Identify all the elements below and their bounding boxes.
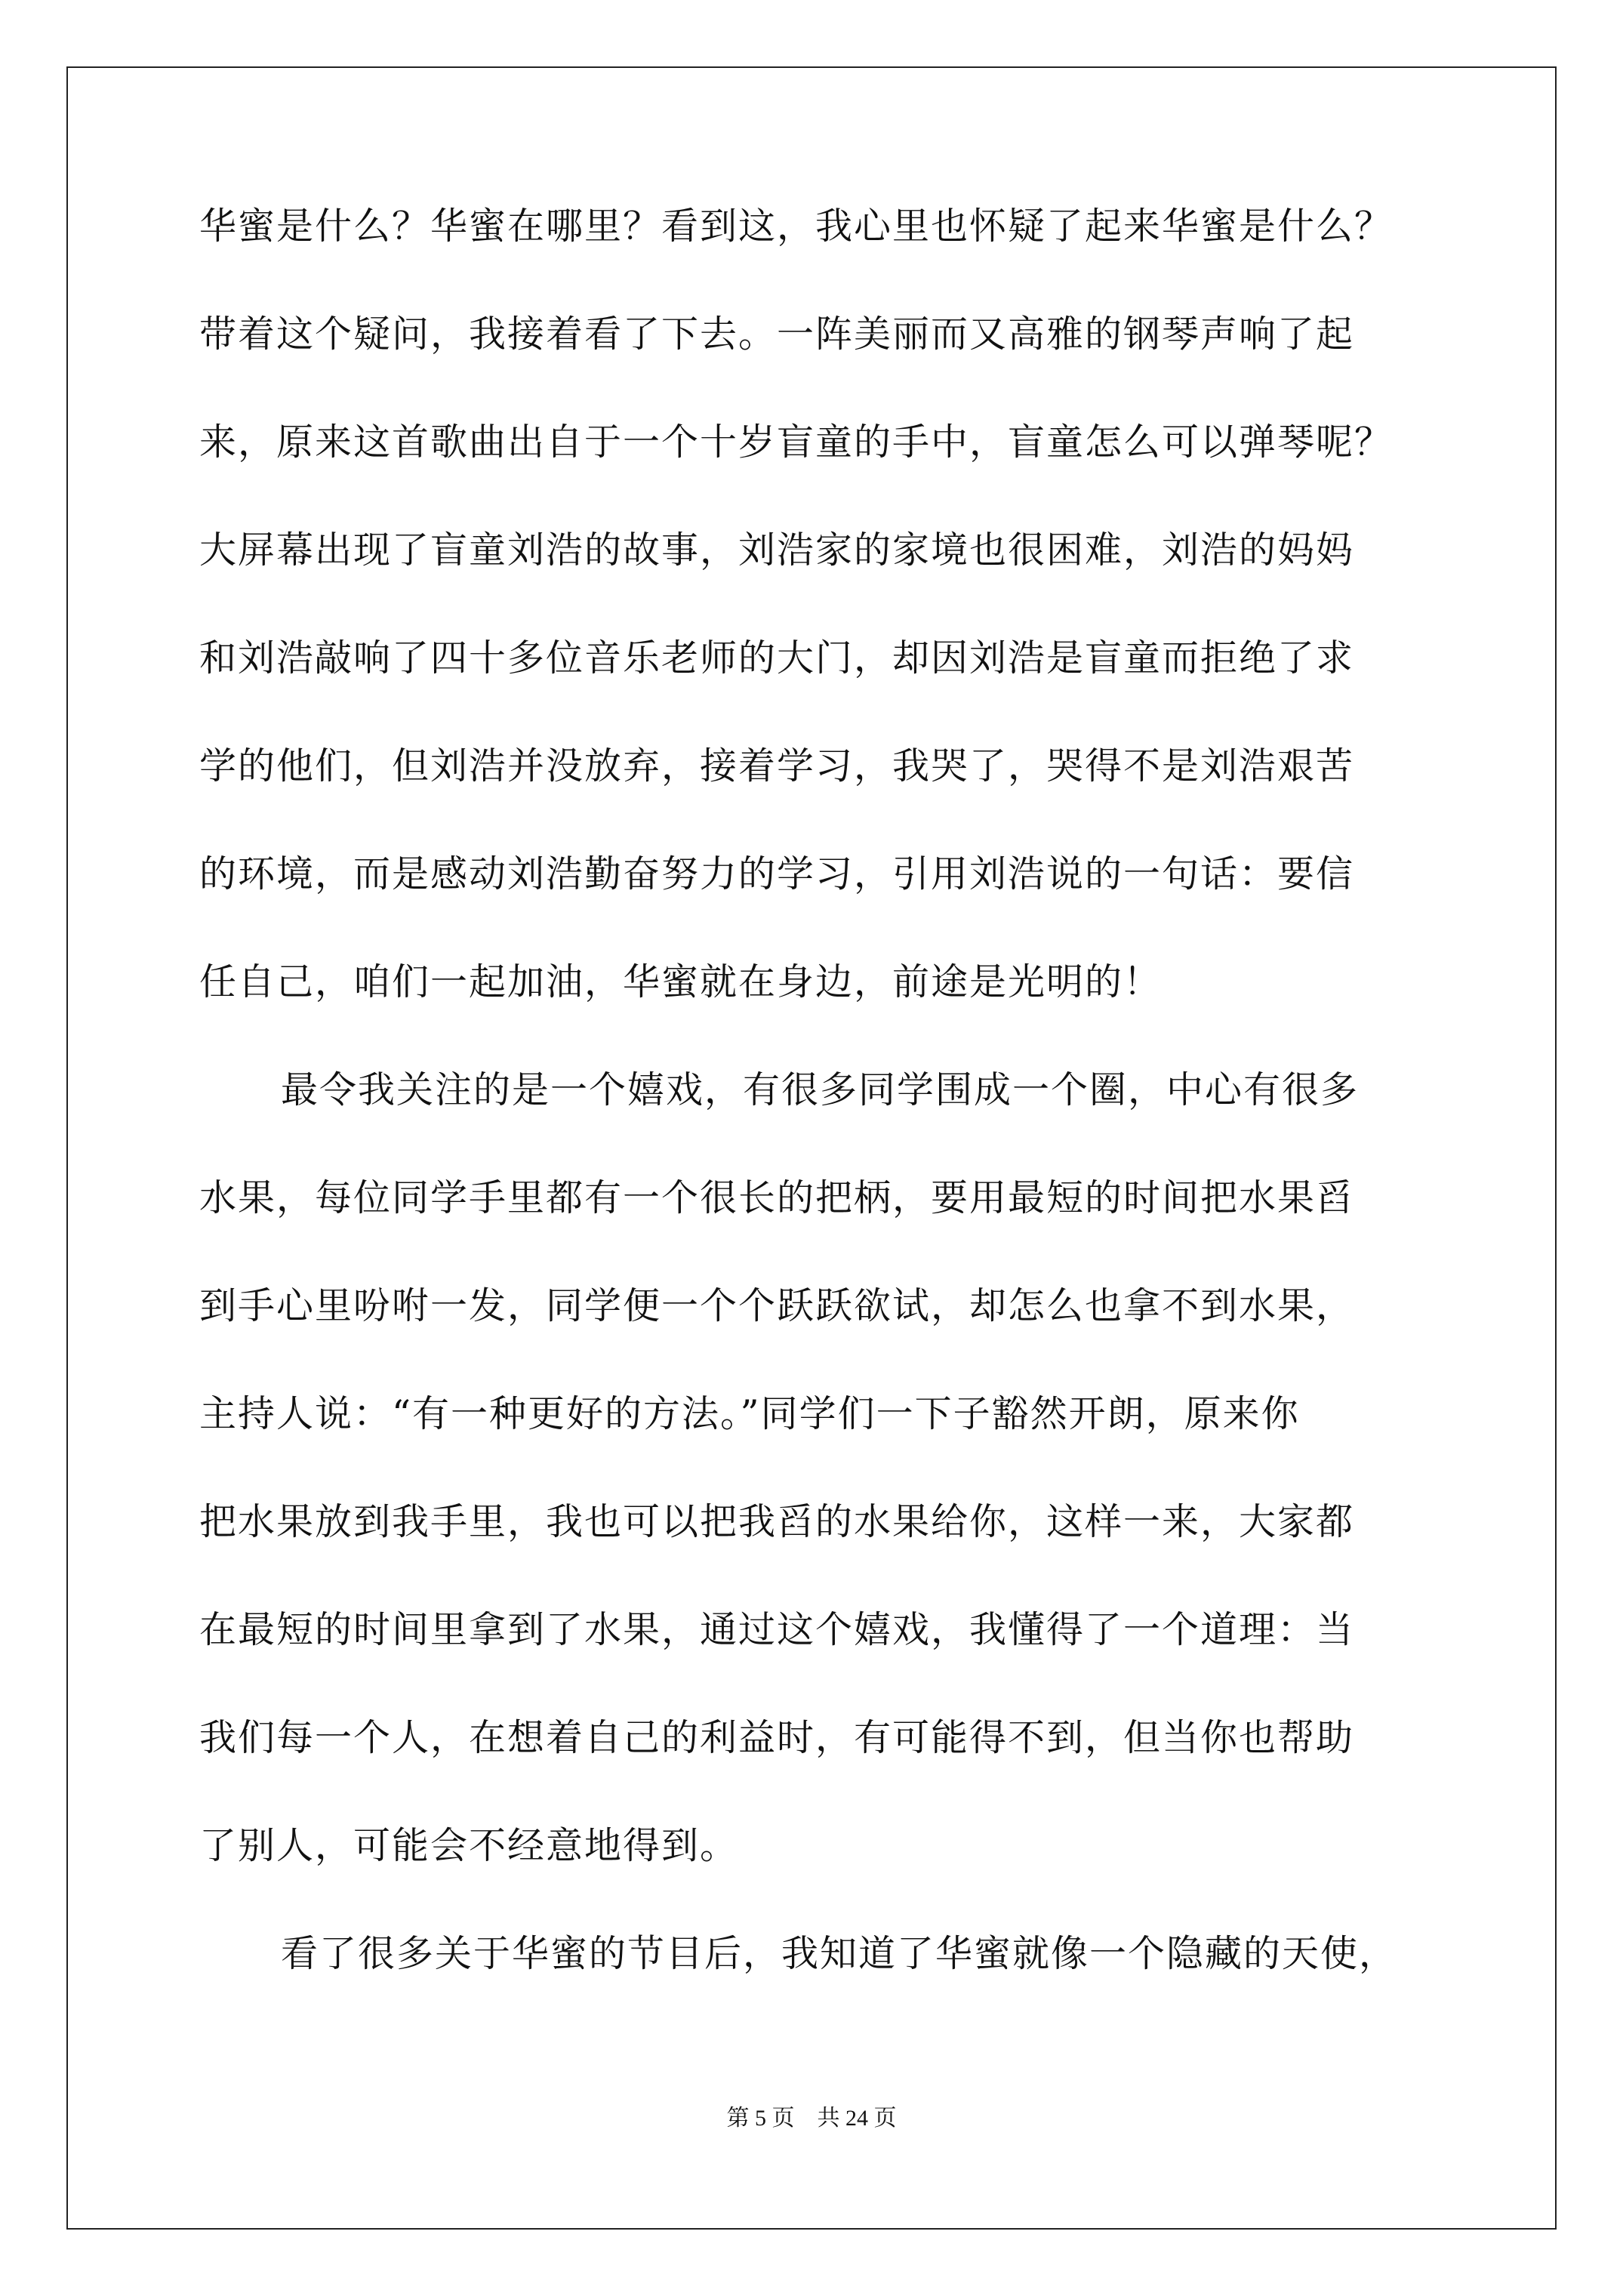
text-line: 华蜜是什么？华蜜在哪里？看到这，我心里也怀疑了起来华蜜是什么？ (199, 205, 1394, 248)
paragraph-first-line: 最令我关注的是一个嬉戏，有很多同学围成一个圈，中心有很多 (281, 1068, 1360, 1111)
text-line: 任自己，咱们一起加油，华蜜就在身边，前途是光明的！ (199, 960, 1163, 1003)
paragraph-first-line: 看了很多关于华蜜的节目后，我知道了华蜜就像一个隐藏的天使， (281, 1932, 1398, 1975)
text-line: 在最短的时间里拿到了水果，通过这个嬉戏，我懂得了一个道理：当 (199, 1608, 1355, 1651)
text-line: 来，原来这首歌曲出自于一个十岁盲童的手中，盲童怎么可以弹琴呢？ (199, 421, 1394, 464)
text-line: 水果，每位同学手里都有一个很长的把柄，要用最短的时间把水果舀 (199, 1176, 1355, 1219)
text-line: 大屏幕出现了盲童刘浩的故事，刘浩家的家境也很困难，刘浩的妈妈 (199, 529, 1355, 572)
text-line: 和刘浩敲响了四十多位音乐老师的大门，却因刘浩是盲童而拒绝了求 (199, 636, 1355, 680)
text-line: 主持人说：“有一种更好的方法。”同学们一下子豁然开朗，原来你 (199, 1392, 1300, 1435)
text-line: 到手心里吩咐一发，同学便一个个跃跃欲试，却怎么也拿不到水果， (199, 1284, 1355, 1327)
text-line: 带着这个疑问，我接着看了下去。一阵美丽而又高雅的钢琴声响了起 (199, 313, 1355, 356)
page-border (66, 66, 1557, 2230)
text-line: 学的他们，但刘浩并没放弃，接着学习，我哭了，哭得不是刘浩艰苦 (199, 744, 1355, 787)
page-number-footer: 第 5 页 共 24 页 (726, 2106, 897, 2131)
text-line: 把水果放到我手里，我也可以把我舀的水果给你，这样一来，大家都 (199, 1500, 1355, 1543)
text-line: 了别人，可能会不经意地得到。 (199, 1824, 739, 1867)
text-line: 的环境，而是感动刘浩勤奋努力的学习，引用刘浩说的一句话：要信 (199, 852, 1355, 895)
text-line: 我们每一个人，在想着自己的利益时，有可能得不到，但当你也帮助 (199, 1716, 1355, 1759)
